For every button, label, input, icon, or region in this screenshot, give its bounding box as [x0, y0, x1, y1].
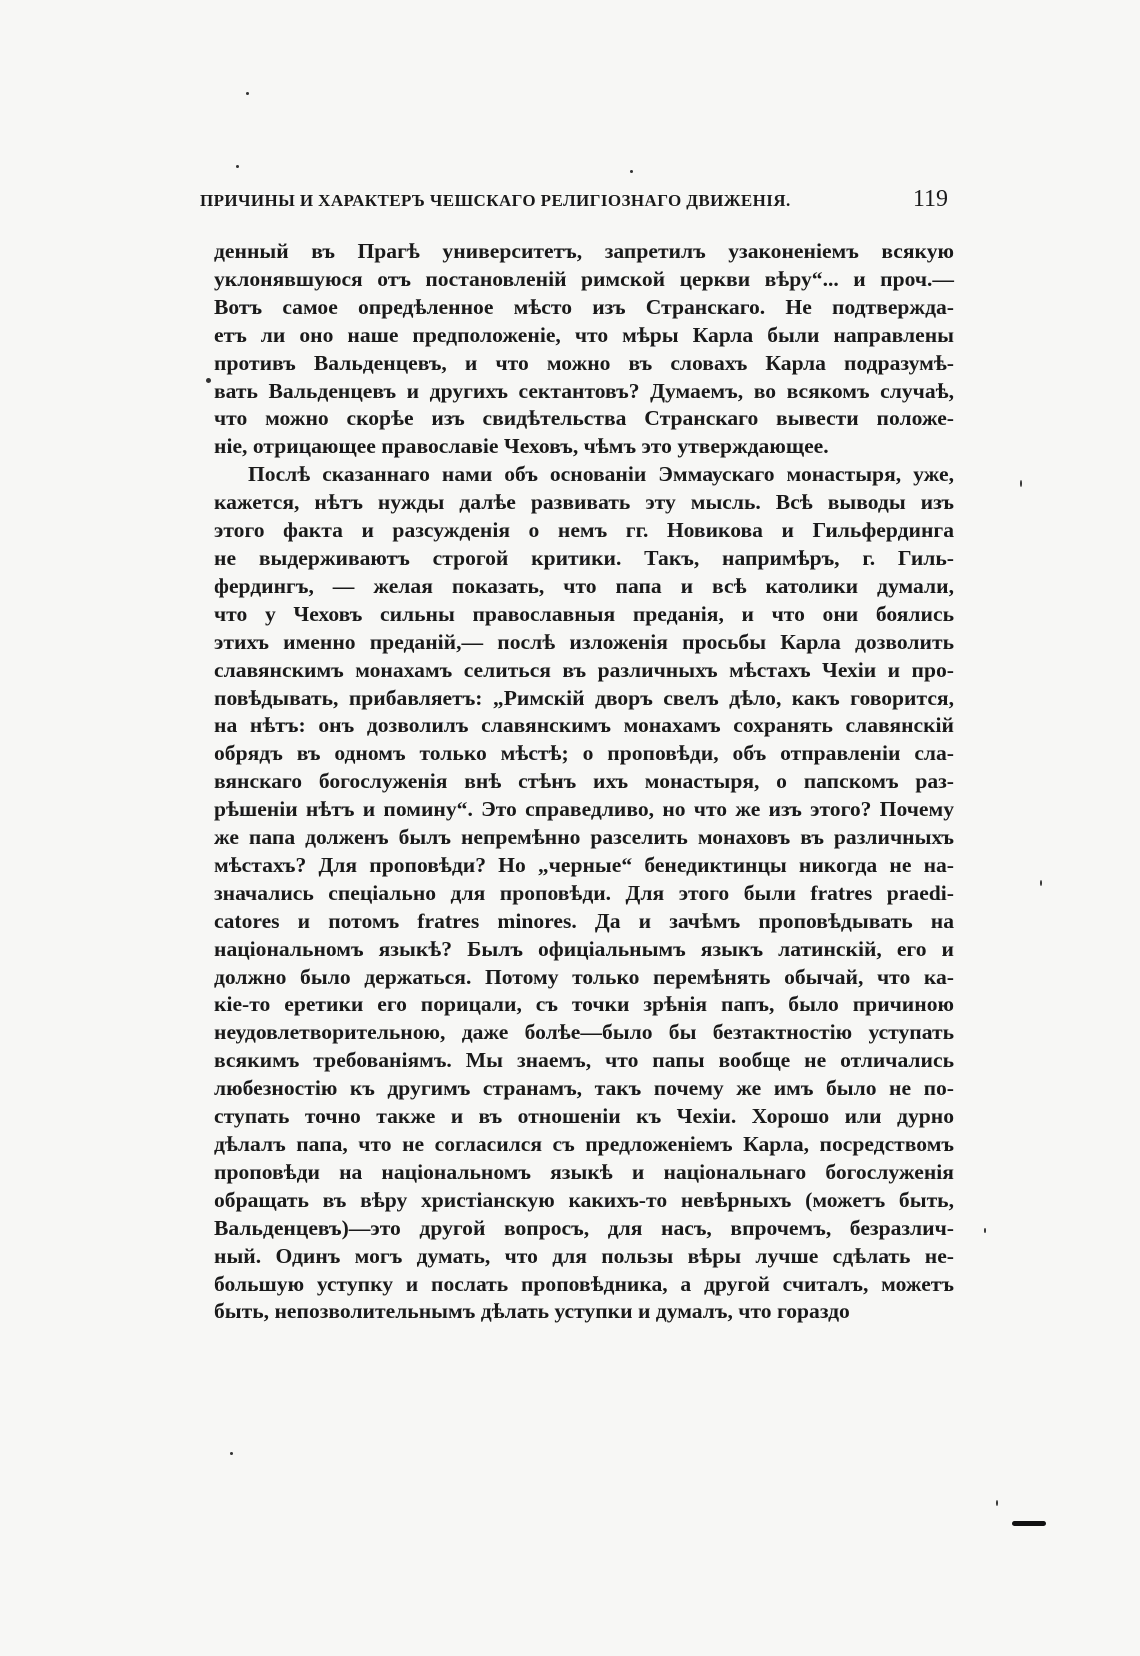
scan-dash-mark [1012, 1521, 1046, 1526]
text-line: рѣшеніи нѣтъ и помину“. Это справедливо, но что же изъ этого? Почему [214, 797, 954, 822]
scan-speck [1020, 480, 1022, 487]
text-line: Послѣ сказаннаго нами объ основаніи Эммаускаго монастыря, уже, [248, 462, 954, 487]
text-line: Вотъ самое опредѣленное мѣсто изъ Странскаго. Не подтвержда- [214, 294, 954, 319]
text-line: денный въ Прагѣ университетъ, запретилъ узаконеніемъ всякую [214, 239, 954, 263]
text-line: Вальденцевъ)—это другой вопросъ, для насъ, впрочемъ, безразлич- [214, 1215, 954, 1240]
text-line: этихъ именно преданій,— послѣ изложенія просьбы Карла дозволить [214, 629, 954, 654]
scan-speck [206, 378, 211, 383]
text-line: любезностію къ другимъ странамъ, такъ почему же имъ было не по- [214, 1076, 954, 1101]
text-line: этого факта и разсужденія о немъ гг. Новикова и Гильфердинга [214, 518, 954, 543]
scan-speck [246, 92, 249, 95]
text-line: же папа долженъ былъ непремѣнно разселить монаховъ въ различныхъ [214, 825, 954, 850]
scan-speck [1040, 880, 1042, 886]
running-title: ПРИЧИНЫ И ХАРАКТЕРЪ ЧЕШСКАГО РЕЛИГІОЗНАГО ДВИЖЕНІЯ. [200, 191, 791, 210]
text-line: славянскимъ монахамъ селиться въ различныхъ мѣстахъ Чехіи и про- [214, 657, 954, 682]
scan-speck [984, 1228, 986, 1233]
text-line: быть, непозволительнымъ дѣлать уступки и думалъ, что гораздо [214, 1299, 850, 1324]
text-line: что у Чеховъ сильны православныя преданія, и что они боялись [214, 601, 954, 626]
text-line: всякимъ требованіямъ. Мы знаемъ, что папы вообще не отличались [214, 1048, 954, 1073]
text-line: обрядъ въ одномъ только мѣстѣ; о проповѣди, объ отправленіи сла- [214, 741, 954, 766]
text-line: кажется, нѣтъ нужды далѣе развивать эту мысль. Всѣ выводы изъ [214, 490, 954, 515]
text-line: должно было держаться. Потому только перемѣнять обычай, что ка- [214, 964, 954, 989]
text-line: вать Вальденцевъ и другихъ сектантовъ? Думаемъ, во всякомъ случаѣ, [214, 378, 954, 403]
text-line: что можно скорѣе изъ свидѣтельства Странскаго вывести положе- [214, 406, 954, 431]
text-line: повѣдывать, прибавляетъ: „Римскій дворъ свелъ дѣло, какъ говорится, [214, 685, 954, 710]
text-line: фердингъ, — желая показать, что папа и всѣ католики думали, [214, 573, 954, 598]
scan-speck [996, 1500, 998, 1506]
text-line: не выдерживаютъ строгой критики. Такъ, напримѣръ, г. Гиль- [214, 545, 954, 570]
text-line: ный. Одинъ могъ думать, что для пользы вѣры лучше сдѣлать не- [214, 1243, 954, 1268]
text-line: catores и потомъ fratres minores. Да и зачѣмъ проповѣдывать на [214, 908, 954, 933]
body-text [214, 238, 954, 1326]
text-line: проповѣди на національномъ языкѣ и національнаго богослуженія [214, 1159, 954, 1184]
text-line: противъ Вальденцевъ, и что можно въ словахъ Карла подразумѣ- [214, 350, 954, 375]
text-line: обращать въ вѣру христіанскую какихъ-то невѣрныхъ (можетъ быть, [214, 1187, 954, 1212]
paragraph [214, 461, 954, 1326]
paragraph [214, 238, 954, 461]
text-line: большую уступку и послать проповѣдника, а другой считалъ, можетъ [214, 1271, 954, 1296]
text-line: національномъ языкѣ? Былъ офиціальнымъ языкъ латинскій, его и [214, 936, 954, 961]
text-line: кіе-то еретики его порицали, съ точки зрѣнія папъ, было причиною [214, 992, 954, 1017]
page-number: 119 [912, 186, 948, 212]
text-line: дѣлалъ папа, что не согласился съ предложеніемъ Карла, посредствомъ [214, 1132, 954, 1156]
scan-speck [236, 165, 239, 168]
text-line: на нѣтъ: онъ дозволилъ славянскимъ монахамъ сохранять славянскій [214, 713, 954, 738]
text-line: значались спеціально для проповѣди. Для этого были fratres praedi- [214, 880, 954, 905]
scan-speck [230, 1452, 233, 1455]
text-line: ступать точно также и въ отношеніи къ Чехіи. Хорошо или дурно [214, 1104, 954, 1129]
text-line: мѣстахъ? Для проповѣди? Но „черные“ бенедиктинцы никогда не на- [214, 852, 954, 877]
text-line: ніе, отрицающее православіе Чеховъ, чѣмъ это утверждающее. [214, 434, 829, 459]
text-line: уклонявшуюся отъ постановленій римской церкви вѣру“... и проч.— [214, 266, 954, 291]
page-header [200, 186, 948, 213]
text-line: етъ ли оно наше предположеніе, что мѣры Карла были направлены [214, 322, 954, 347]
scan-speck [630, 170, 633, 173]
text-line: неудовлетворительною, даже болѣе—было бы безтактностію уступать [214, 1020, 954, 1045]
text-line: вянскаго богослуженія внѣ стѣнъ ихъ монастыря, о папскомъ раз- [214, 769, 954, 794]
